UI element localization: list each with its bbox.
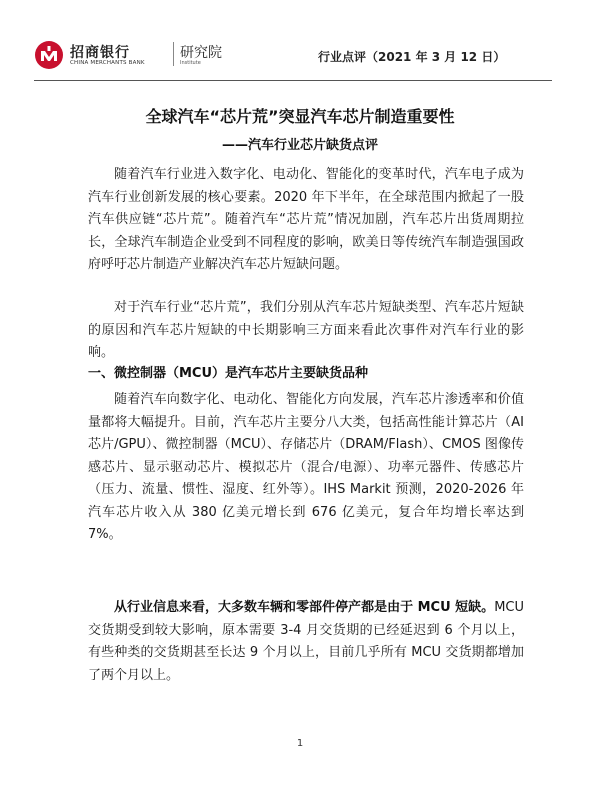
last-paragraph-body: MCU 交货期受到较大影响，原本需要 3-4 月交货期的已经延迟到 6 个月以上，有些种类的交货期甚至长达 9 个月以上，目前几乎所有 MCU 交货期都增加了两个月以上。 <box>88 600 524 683</box>
intro-paragraph-2: 对于汽车行业“芯片荒”，我们分别从汽车芯片短缺类型、汽车芯片短缺的原因和汽车芯片短缺的中长期影响三方面来看此次事件对汽车行业的影响。 <box>88 300 524 360</box>
page-title: 全球汽车“芯片荒”突显汽车芯片制造重要性 <box>145 107 455 126</box>
brand-name: 招商银行 <box>70 45 130 61</box>
intro-paragraph-1: 随着汽车行业进入数字化、电动化、智能化的变革时代，汽车电子成为汽车行业创新发展的核心要素。2020 年下半年，在全球范围内掀起了一股汽车供应链“芯片荒”。随着汽车“芯片荒”情况加剧，汽车芯片出货周期拉长，全球汽车制造企业受到不同程度的影响，欧美日等传统汽车制造强国政府呼吁芯片制造产业解决汽车芯片短缺问题。 <box>88 167 524 272</box>
brand-divider <box>173 42 174 66</box>
cmb-logo-icon <box>34 40 64 70</box>
header-rule <box>34 80 552 81</box>
section-heading: 一、微控制器（MCU）是汽车芯片主要缺货品种 <box>88 366 369 381</box>
section-paragraph: 随着汽车向数字化、电动化、智能化方向发展，汽车芯片渗透率和价值量都将大幅提升。目前，汽车芯片主要分八大类，包括高性能计算芯片（AI 芯片/GPU）、微控制器（MCU）、存储芯片（DRAM/Flash）、CMOS 图像传感芯片、显示驱动芯片、模拟芯片（混合/电源）、功率元器件、传感芯片（压力、流量、惯性、湿度、红外等）。IHS Markit 预测，2020-2026 年汽车芯片收入从 380 亿美元增长到 676 亿美元，复合年均增长率达到 7%。 <box>88 392 524 542</box>
last-paragraph-lead: 从行业信息来看，大多数车辆和零部件停产都是由于 MCU 短缺。 <box>114 600 495 615</box>
report-type-date: 行业点评（2021 年 3 月 12 日） <box>318 50 506 64</box>
page-subtitle: ——汽车行业芯片缺货点评 <box>221 138 378 153</box>
institute-name: 研究院 <box>180 45 222 61</box>
institute-name-en: Institute <box>180 60 201 66</box>
last-paragraph <box>88 597 524 687</box>
brand-name-en: CHINA MERCHANTS BANK <box>70 60 145 66</box>
page-number: 1 <box>296 738 304 749</box>
